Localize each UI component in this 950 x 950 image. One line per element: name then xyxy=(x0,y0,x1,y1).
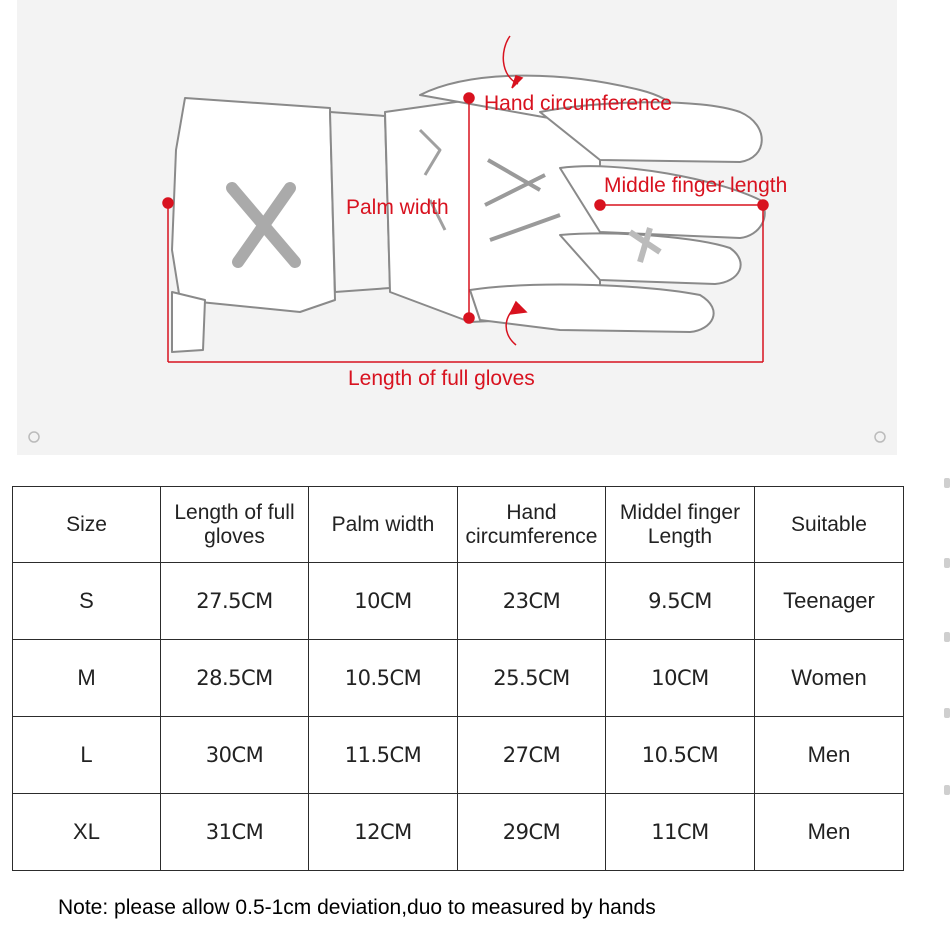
palm-width-label: Palm width xyxy=(346,196,449,219)
header-length: Length of full gloves xyxy=(161,487,309,563)
table-row xyxy=(13,563,904,640)
edge-mark xyxy=(944,708,950,718)
length-start-point xyxy=(163,198,173,208)
length-cell: 31CM xyxy=(161,794,309,871)
length-of-full-gloves-label: Length of full gloves xyxy=(348,367,535,390)
palm-cell: 11.5CM xyxy=(309,717,458,794)
header-suitable: Suitable xyxy=(755,487,904,563)
palm-cell: 10.5CM xyxy=(309,640,458,717)
circumference-cell: 25.5CM xyxy=(458,640,606,717)
header-palm-width: Palm width xyxy=(309,487,458,563)
panel-holes xyxy=(29,432,885,442)
table-header-row xyxy=(13,487,904,563)
suitable-cell: Teenager xyxy=(755,563,904,640)
palm-top-point xyxy=(464,93,474,103)
size-cell: L xyxy=(13,717,161,794)
length-cell: 30CM xyxy=(161,717,309,794)
finger-cell: 10CM xyxy=(606,640,755,717)
finger-end-point xyxy=(758,200,768,210)
header-middle-finger: Middel finger Length xyxy=(606,487,755,563)
edge-mark xyxy=(944,478,950,488)
hand-circumference-label: Hand circumference xyxy=(484,92,672,115)
palm-cell: 12CM xyxy=(309,794,458,871)
finger-cell: 11CM xyxy=(606,794,755,871)
table-row xyxy=(13,640,904,717)
length-cell: 28.5CM xyxy=(161,640,309,717)
palm-cell: 10CM xyxy=(309,563,458,640)
circumference-cell: 27CM xyxy=(458,717,606,794)
edge-mark xyxy=(944,785,950,795)
header-hand-circumference: Hand circumference xyxy=(458,487,606,563)
circumference-cell: 29CM xyxy=(458,794,606,871)
finger-cell: 9.5CM xyxy=(606,563,755,640)
size-table xyxy=(12,486,904,871)
size-cell: S xyxy=(13,563,161,640)
suitable-cell: Men xyxy=(755,717,904,794)
suitable-cell: Women xyxy=(755,640,904,717)
finger-start-point xyxy=(595,200,605,210)
palm-bottom-point xyxy=(464,313,474,323)
edge-mark xyxy=(944,632,950,642)
size-cell: M xyxy=(13,640,161,717)
header-size: Size xyxy=(13,487,161,563)
finger-cell: 10.5CM xyxy=(606,717,755,794)
edge-mark xyxy=(944,558,950,568)
suitable-cell: Men xyxy=(755,794,904,871)
circumference-cell: 23CM xyxy=(458,563,606,640)
length-cell: 27.5CM xyxy=(161,563,309,640)
table-row xyxy=(13,794,904,871)
table-row xyxy=(13,717,904,794)
deviation-note: Note: please allow 0.5-1cm deviation,duo to measured by hands xyxy=(58,896,656,919)
size-cell: XL xyxy=(13,794,161,871)
middle-finger-length-label: Middle finger length xyxy=(604,174,788,197)
